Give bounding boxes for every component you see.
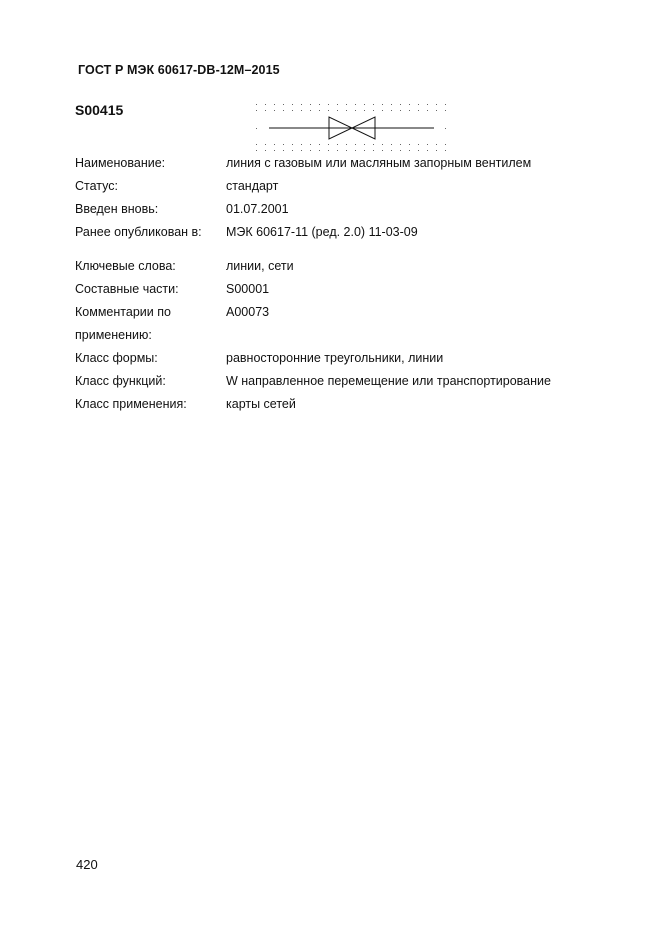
field-keywords-value: линии, сети — [226, 259, 294, 273]
field-status-value: стандарт — [226, 179, 279, 193]
field-shape-class-value: равносторонние треугольники, линии — [226, 351, 444, 365]
field-name-value: линия с газовым или масляным запорным вентилем — [226, 156, 532, 170]
field-introduced-value: 01.07.2001 — [226, 202, 289, 216]
field-function-class-label: Класс функций: — [75, 374, 166, 388]
field-comments-label: Комментарии по — [75, 305, 171, 319]
document-header: ГОСТ Р МЭК 60617-DB-12M–2015 — [78, 63, 280, 77]
field-comments-value: A00073 — [226, 305, 270, 319]
field-introduced-label: Введен вновь: — [75, 202, 159, 216]
page-number: 420 — [76, 857, 98, 872]
field-application-class-value: карты сетей — [226, 397, 296, 411]
symbol-code: S00415 — [75, 102, 124, 118]
field-application-class-label: Класс применения: — [75, 397, 187, 411]
field-name-label: Наименование: — [75, 156, 166, 170]
field-parts-label: Составные части: — [75, 282, 179, 296]
line-with-gas-or-oil-shutoff-valve-icon — [252, 100, 452, 152]
field-keywords-label: Ключевые слова: — [75, 259, 176, 273]
field-shape-class-label: Класс формы: — [75, 351, 158, 365]
field-published-label: Ранее опубликован в: — [75, 225, 202, 239]
field-comments-label-line2: применению: — [75, 328, 152, 342]
field-parts-value: S00001 — [226, 282, 270, 296]
field-status-label: Статус: — [75, 179, 118, 193]
field-function-class-value: W направленное перемещение или транспортирование — [226, 374, 551, 388]
field-published-value: МЭК 60617-11 (ред. 2.0) 11-03-09 — [226, 225, 418, 239]
